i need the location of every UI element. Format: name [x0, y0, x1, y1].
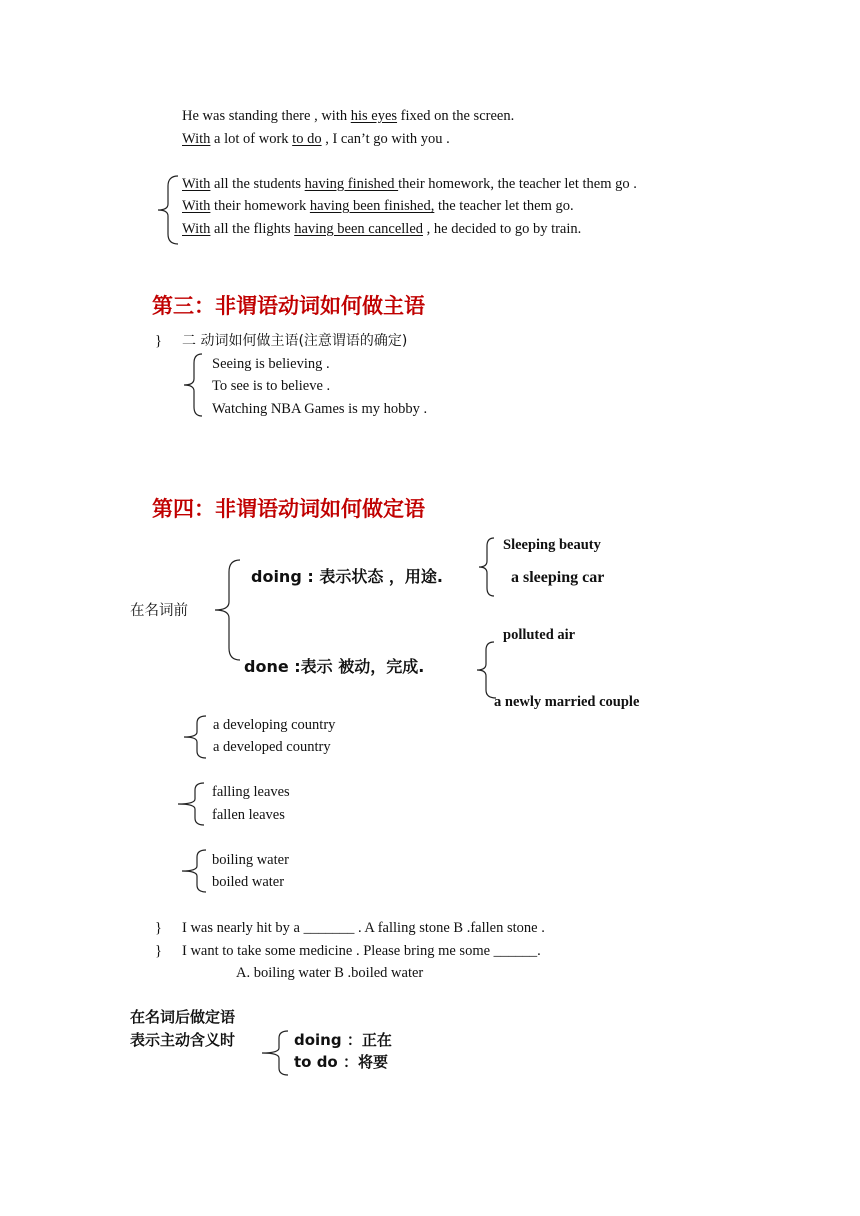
question-2-options: A. boiling water B .boiled water: [236, 965, 424, 981]
after-noun-subtitle: 表示主动含义时: [130, 1031, 236, 1049]
question-2: I want to take some medicine . Please bring me some ______.: [182, 943, 541, 959]
section3-subheading: 二 动词如何做主语(注意谓语的确定): [182, 333, 408, 349]
bullet-marker: }: [155, 920, 162, 936]
section4-heading: 第四：非谓语动词如何做定语: [152, 497, 425, 521]
brace-done-examples: [474, 640, 498, 700]
pair-3-b: boiled water: [212, 874, 285, 890]
example-line-4: With their homework having been finished, the teacher let them go.: [182, 198, 574, 214]
after-noun-title: 在名词后做定语: [130, 1008, 236, 1026]
brace-pair-2: [174, 781, 208, 827]
pair-2-a: falling leaves: [212, 784, 290, 800]
doing-example-1: Sleeping beauty: [503, 537, 601, 553]
done-example-1: polluted air: [503, 627, 576, 643]
section3-heading: 第三：非谓语动词如何做主语: [152, 294, 425, 318]
pair-1-b: a developed country: [213, 739, 331, 755]
after-noun-item-2: to do ：将要: [294, 1053, 388, 1071]
brace-subject-examples: [180, 352, 206, 418]
subject-example-1: Seeing is believing .: [212, 356, 330, 372]
example-line-5: With all the flights having been cancelled , he decided to go by train.: [182, 221, 582, 237]
doing-label: doing : 表示状态 ，用途.: [251, 567, 443, 586]
done-label: done :表示 被动，完成.: [244, 657, 425, 676]
question-1: I was nearly hit by a _______ . A falling stone B .fallen stone .: [182, 920, 545, 936]
doing-example-2: a sleeping car: [511, 569, 605, 586]
after-noun-item-1: doing ：正在: [294, 1031, 392, 1049]
pair-1-a: a developing country: [213, 717, 336, 733]
example-line-2: With a lot of work to do , I can’t go with you .: [182, 131, 450, 147]
brace-doing-examples: [476, 536, 498, 598]
bullet-marker: }: [155, 333, 162, 349]
example-line-3: With all the students having finished their homework, the teacher let them go .: [182, 176, 637, 192]
brace-with-group: [152, 174, 182, 246]
pair-2-b: fallen leaves: [212, 807, 285, 823]
brace-before-noun: [210, 558, 244, 662]
subject-example-3: Watching NBA Games is my hobby .: [212, 401, 428, 417]
bullet-marker: }: [155, 943, 162, 959]
before-noun-label: 在名词前: [130, 603, 188, 619]
done-example-2: a newly married couple: [494, 694, 640, 710]
brace-pair-3: [178, 848, 210, 894]
brace-pair-1: [180, 714, 210, 760]
pair-3-a: boiling water: [212, 852, 289, 868]
example-line-1: He was standing there , with his eyes fixed on the screen.: [182, 108, 515, 124]
subject-example-2: To see is to believe .: [212, 378, 331, 394]
brace-after-noun: [258, 1029, 292, 1077]
